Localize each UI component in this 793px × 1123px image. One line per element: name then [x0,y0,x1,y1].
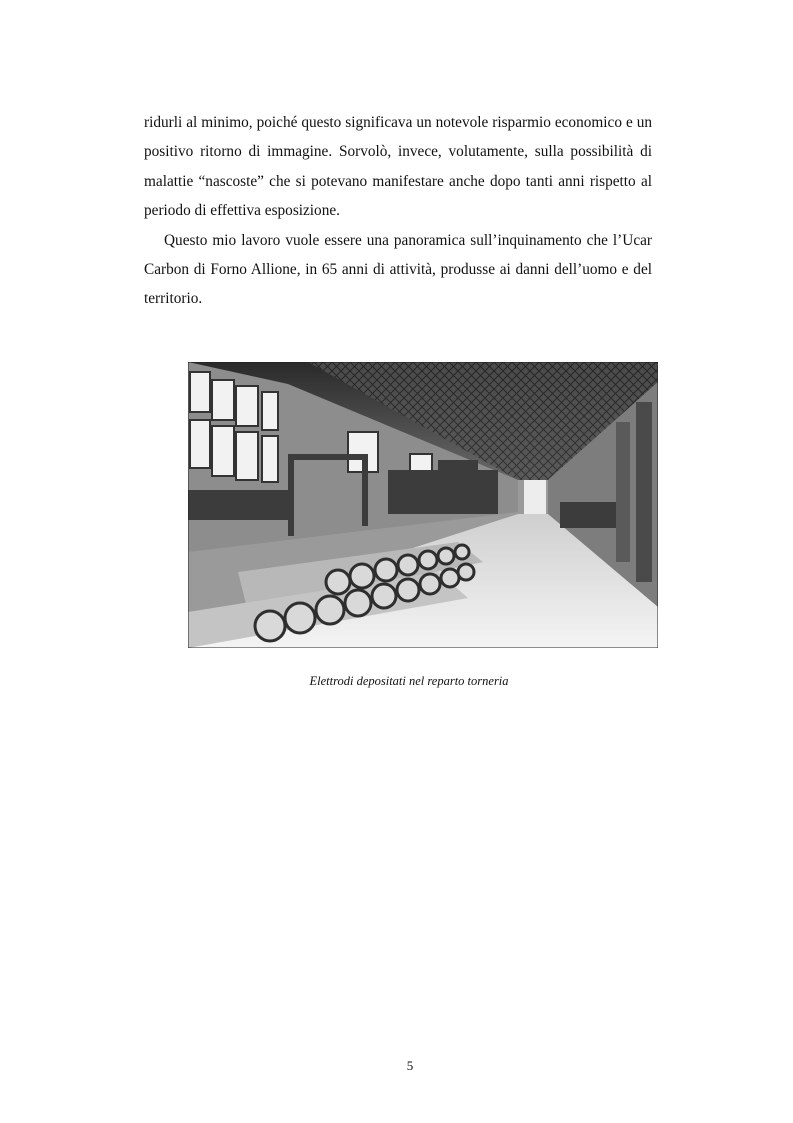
far-doorway [524,480,546,514]
paragraph-1: ridurli al minimo, poiché questo significava un notevole risparmio economico e un positivo ritorno di immagine. Sorvolò, invece, volutamente, sulla possibilità di malattie “nascoste” che si potevano manifestare anche dopo tanti anni rispetto al periodo di effettiva esposizione. [144,114,652,220]
paragraph-2: Questo mio lavoro vuole essere una panoramica sull’inquinamento che l’Ucar Carbon di Forno Allione, in 65 anni di attività, produsse ai danni dell’uomo e del territorio. [144,231,652,308]
factory-photo [188,362,658,648]
page-number: 5 [406,1058,414,1073]
figure-caption: Elettrodi depositati nel reparto torneria [309,674,509,688]
factory-hall-illustration [188,362,658,648]
body-text [144,108,652,314]
